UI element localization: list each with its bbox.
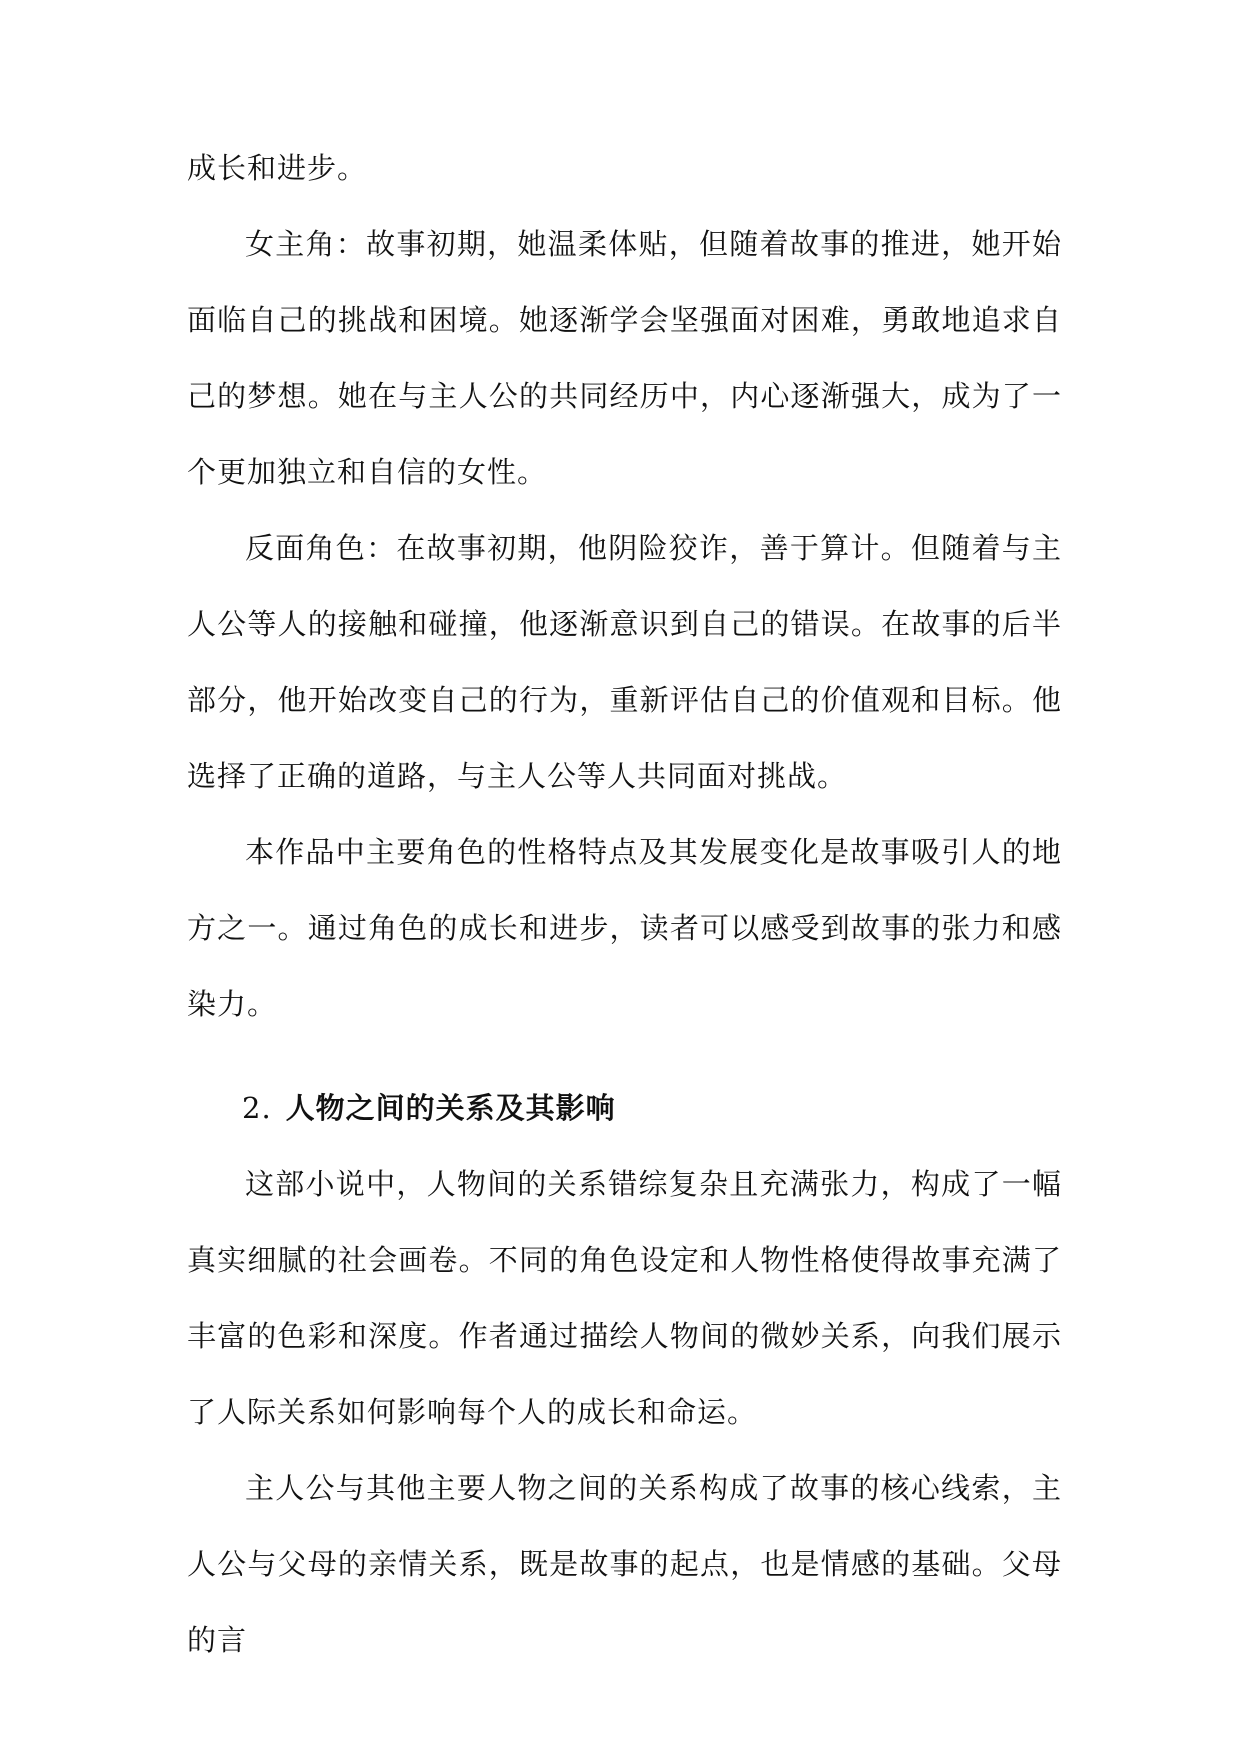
section-title: 人物之间的关系及其影响 (285, 1091, 616, 1125)
paragraph-relationships: 这部小说中，人物间的关系错综复杂且充满张力，构成了一幅真实细腻的社会画卷。不同的角色设定和人物性格使得故事充满了丰富的色彩和深度。作者通过描绘人物间的微妙关系，向我们展示了人际关系如何影响每个人的成长和命运。 (187, 1167, 1062, 1429)
paragraph-summary: 本作品中主要角色的性格特点及其发展变化是故事吸引人的地方之一。通过角色的成长和进步，读者可以感受到故事的张力和感染力。 (187, 835, 1062, 1021)
paragraph-continuation: 成长和进步。 (187, 151, 368, 185)
paragraph-female-lead: 女主角：故事初期，她温柔体贴，但随着故事的推进，她开始面临自己的挑战和困境。她逐渐学会坚强面对困难，勇敢地追求自己的梦想。她在与主人公的共同经历中，内心逐渐强大，成为了一个更加独立和自信的女性。 (187, 227, 1062, 489)
section-heading (187, 1070, 1062, 1146)
paragraph-core-thread: 主人公与其他主要人物之间的关系构成了故事的核心线索，主人公与父母的亲情关系，既是故事的起点，也是情感的基础。父母的言 (187, 1471, 1062, 1657)
paragraph-antagonist: 反面角色：在故事初期，他阴险狡诈，善于算计。但随着与主人公等人的接触和碰撞，他逐渐意识到自己的错误。在故事的后半部分，他开始改变自己的行为，重新评估自己的价值观和目标。他选择了正确的道路，与主人公等人共同面对挑战。 (187, 531, 1062, 793)
section-number: 2. (242, 1091, 272, 1125)
document-body (187, 130, 1062, 1678)
